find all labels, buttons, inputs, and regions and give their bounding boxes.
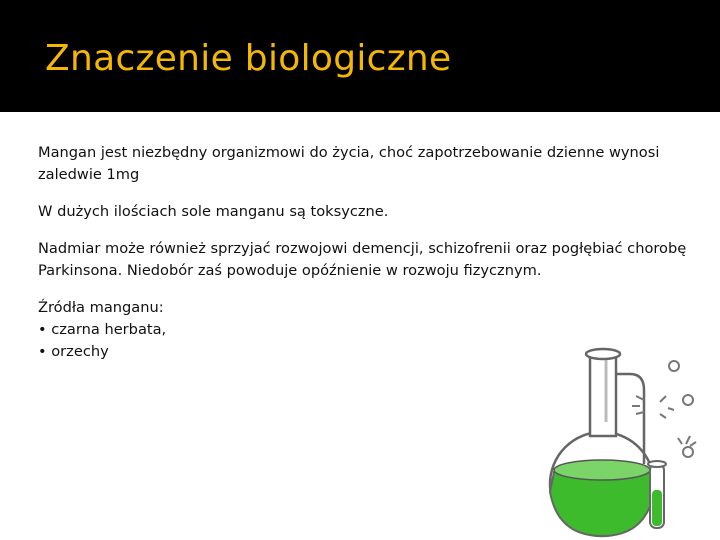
paragraph-excess-deficiency: Nadmiar może również sprzyjać rozwojowi demencji, schizofrenii oraz pogłębiać chorobę Parkinsona. Niedobór zaś powoduje opóźnienie w rozwoju fizycznym. [38,240,687,279]
slide-content [0,112,720,540]
paragraph-toxicity: W dużych ilościach sole manganu są toksyczne. [38,203,389,220]
flask-icon [540,344,710,540]
test-tube-icon [648,461,666,528]
source-item: • orzechy [38,343,109,360]
text-block [38,142,698,363]
slide-header [0,0,720,112]
slide-title: Znaczenie biologiczne [45,38,452,79]
sources-title: Źródła manganu: [38,299,164,316]
bubbles-icon [632,361,696,457]
source-item: • czarna herbata, [38,321,167,338]
paragraph-daily-requirement: Mangan jest niezbędny organizmowi do życia, choć zapotrzebowanie dzienne wynosi zaledwie 1mg [38,144,660,183]
